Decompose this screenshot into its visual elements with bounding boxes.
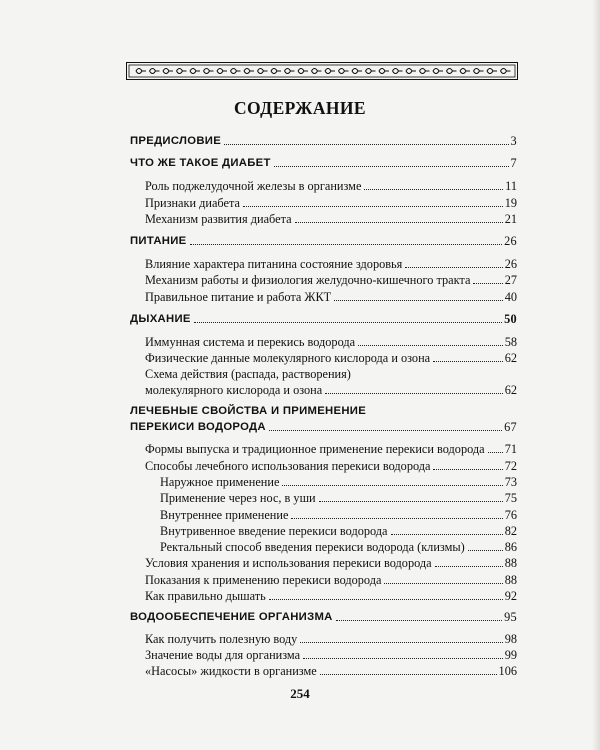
ornament-motif <box>433 69 443 74</box>
toc-entry: Механизм работы и физиология желудочно-кишечного тракта 27 <box>145 273 517 287</box>
ornament-motif <box>501 69 511 74</box>
ornament-motif <box>379 69 389 74</box>
toc-entry: Физические данные молекулярного кислорода и озона 62 <box>145 351 517 365</box>
toc-entry-breathing: ДЫХАНИЕ 50 <box>130 312 517 326</box>
toc-entry: Показания к применению перекиси водорода 88 <box>145 573 517 587</box>
ornament-motif <box>406 69 416 74</box>
toc-entry: Условия хранения и использования перекиси водорода 88 <box>145 556 517 570</box>
ornament-motif <box>258 69 268 74</box>
ornament-motif <box>366 69 376 74</box>
ornament-motif <box>204 69 214 74</box>
ornament-motif <box>487 69 497 74</box>
page-number: 254 <box>290 686 310 701</box>
toc-entry: Применение через нос, в уши 75 <box>160 491 517 505</box>
toc-entry: Формы выпуска и традиционное применение перекиси водорода 71 <box>145 442 517 456</box>
toc-section-line: ЛЕЧЕБНЫЕ СВОЙСТВА И ПРИМЕНЕНИЕ <box>130 405 367 417</box>
toc-entry-what-is-diabetes: ЧТО ЖЕ ТАКОЕ ДИАБЕТ 7 <box>130 156 517 170</box>
toc-entry: Ректальный способ введения перекиси водорода (клизмы) 86 <box>160 540 517 554</box>
toc-entry-water-supply: ВОДООБЕСПЕЧЕНИЕ ОРГАНИЗМА 95 <box>130 610 517 624</box>
toc-entry-line: Схема действия (распада, растворения) <box>145 367 351 381</box>
toc-entry-hydrogen-peroxide: ПЕРЕКИСИ ВОДОРОДА 67 <box>130 420 517 434</box>
toc-entry: Механизм развития диабета 21 <box>145 212 517 226</box>
page-title: СОДЕРЖАНИЕ <box>233 98 366 118</box>
ornament-motif <box>298 69 308 74</box>
toc-entry: Внутреннее применение 76 <box>160 508 517 522</box>
ornament-motif <box>352 69 362 74</box>
ornament-motif <box>420 69 430 74</box>
toc-entry: Признаки диабета 19 <box>145 196 517 210</box>
ornament-motif <box>285 69 295 74</box>
toc-entry: Наружное применение 73 <box>160 475 517 489</box>
toc-entry: Внутривенное введение перекиси водорода 82 <box>160 524 517 538</box>
toc-entry: Способы лечебного использования перекиси водорода 72 <box>145 459 517 473</box>
toc-entry: молекулярного кислорода и озона 62 <box>145 383 517 397</box>
ornament-motif <box>447 69 457 74</box>
ornament-motif <box>474 69 484 74</box>
ornament-motif <box>217 69 227 74</box>
ornament-motif <box>163 69 173 74</box>
ornament-motif <box>231 69 241 74</box>
toc-entry-preface: ПРЕДИСЛОВИЕ 3 <box>130 134 517 148</box>
decorative-ornament-border <box>126 62 518 80</box>
ornament-motif <box>136 69 146 74</box>
ornament-motif <box>244 69 254 74</box>
ornament-motif <box>271 69 281 74</box>
ornament-motif <box>325 69 335 74</box>
toc-entry: Значение воды для организма 99 <box>145 648 517 662</box>
toc-entry-nutrition: ПИТАНИЕ 26 <box>130 234 517 248</box>
ornament-motif <box>150 69 160 74</box>
ornament-motif <box>460 69 470 74</box>
page-edge-shadow <box>592 0 600 750</box>
toc-entry: Как получить полезную воду 98 <box>145 632 517 646</box>
ornament-motif <box>312 69 322 74</box>
ornament-motif <box>393 69 403 74</box>
toc-entry: Как правильно дышать 92 <box>145 589 517 603</box>
ornament-motif <box>339 69 349 74</box>
toc-entry: Влияние характера питанина состояние здоровья 26 <box>145 257 517 271</box>
ornament-motif <box>177 69 187 74</box>
ornament-motif <box>190 69 200 74</box>
toc-entry: Правильное питание и работа ЖКТ 40 <box>145 290 517 304</box>
toc-entry: Роль поджелудочной железы в организме 11 <box>145 179 517 193</box>
toc-entry: Иммунная система и перекись водорода 58 <box>145 335 517 349</box>
toc-entry: «Насосы» жидкости в организме 106 <box>145 664 517 678</box>
